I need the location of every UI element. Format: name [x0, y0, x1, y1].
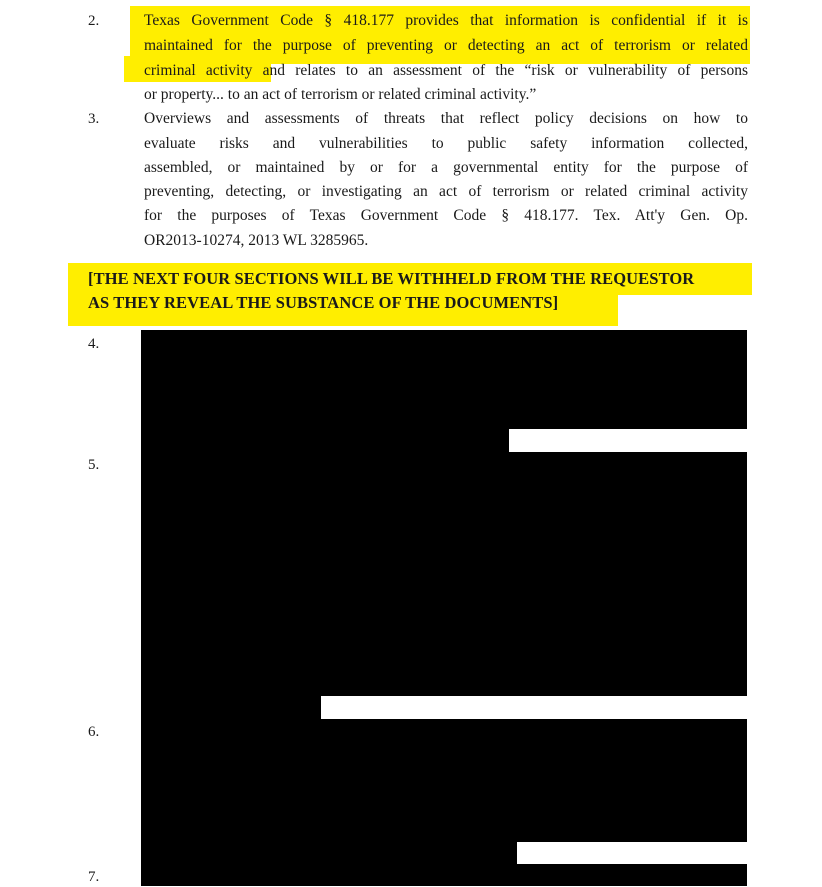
- redaction-block: [141, 842, 517, 864]
- paragraph-line: evaluate risks and vulnerabilities to public safety information collected,: [144, 135, 748, 152]
- notice-line: [THE NEXT FOUR SECTIONS WILL BE WITHHELD FROM THE REQUESTOR: [88, 269, 695, 288]
- item-number: 2.: [88, 13, 100, 29]
- paragraph-line: or property... to an act of terrorism or related criminal activity.”: [144, 86, 537, 103]
- redaction-block: [141, 696, 321, 719]
- item-number: 4.: [88, 336, 100, 352]
- redaction-block: [141, 429, 509, 452]
- redaction-block: [141, 719, 747, 842]
- redaction-block: [141, 330, 747, 429]
- paragraph-line: maintained for the purpose of preventing or detecting an act of terrorism or related: [144, 37, 748, 54]
- redaction-block: [141, 864, 747, 886]
- paragraph-line: for the purposes of Texas Government Code § 418.177. Tex. Att'y Gen. Op.: [144, 207, 748, 224]
- item-number: 5.: [88, 457, 100, 473]
- redaction-block: [141, 452, 747, 696]
- paragraph-line: OR2013-10274, 2013 WL 3285965.: [144, 232, 369, 249]
- paragraph-line: Texas Government Code § 418.177 provides that information is confidential if it is: [144, 12, 748, 29]
- item-number: 7.: [88, 869, 100, 885]
- paragraph-line: assembled, or maintained by or for a governmental entity for the purpose of: [144, 159, 748, 176]
- item-number: 6.: [88, 724, 100, 740]
- paragraph-line: criminal activity and relates to an assessment of the “risk or vulnerability of persons: [144, 62, 748, 79]
- paragraph-line: Overviews and assessments of threats that reflect policy decisions on how to: [144, 110, 748, 127]
- paragraph-line: preventing, detecting, or investigating an act of terrorism or related criminal activity: [144, 183, 748, 200]
- notice-line: AS THEY REVEAL THE SUBSTANCE OF THE DOCUMENTS]: [88, 293, 559, 312]
- item-number: 3.: [88, 111, 100, 127]
